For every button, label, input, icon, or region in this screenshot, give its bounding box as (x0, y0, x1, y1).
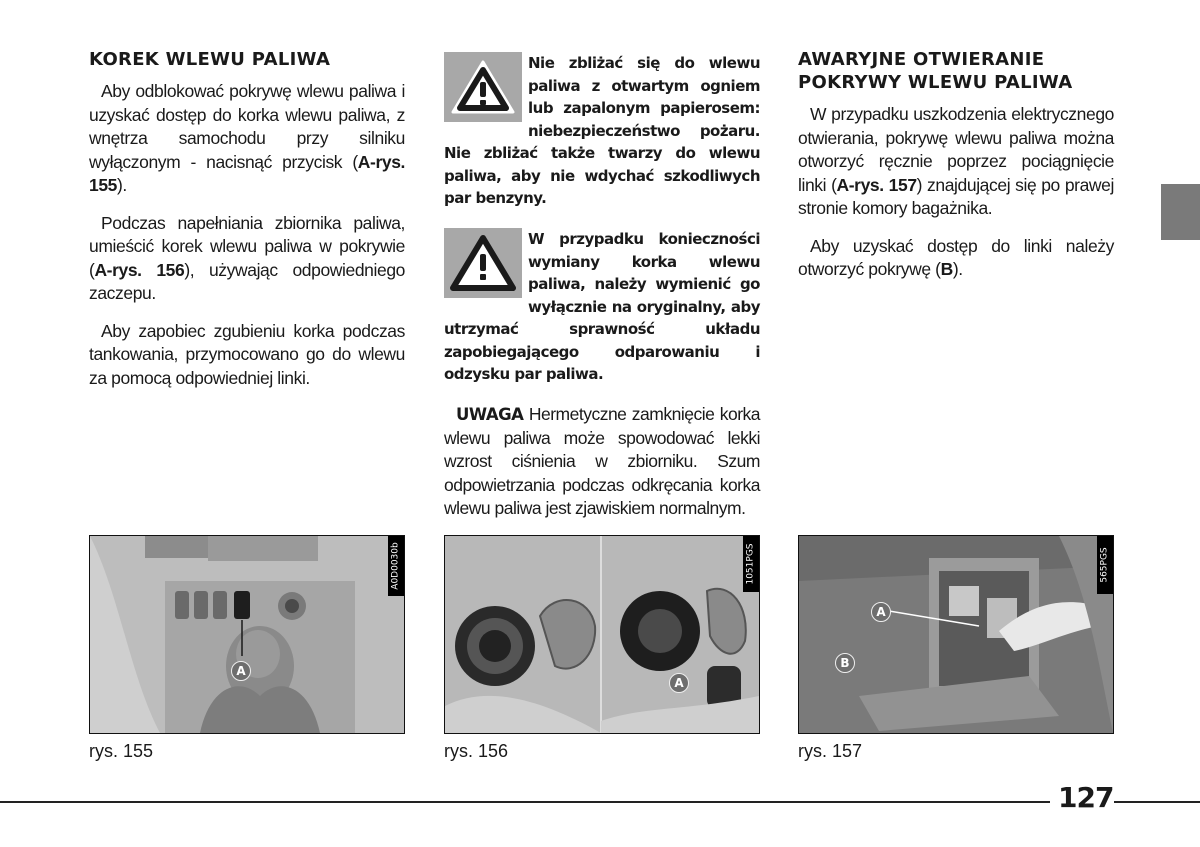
figure-reference: A-rys. 157 (836, 174, 917, 195)
paragraph: W przypadku uszkodzenia elektrycznego otwierania, pokrywę wlewu paliwa można otworzyć ręcznie poprzez pociągnięcie linki (A-rys. 157) znajdującej się po prawej stronie komory bagażnika. (798, 104, 1114, 218)
paragraph: Podczas napełniania zbiornika paliwa, umieścić korek wlewu paliwa w pokrywie (A-rys. 156), używając odpowiedniego zaczepu. (89, 212, 405, 303)
footer-rule-left (0, 801, 1050, 803)
figure-caption: rys. 156 (444, 741, 509, 761)
label-b-badge: B (835, 653, 855, 673)
dashboard-photo (90, 536, 404, 733)
figure-code: A0D0030b (388, 536, 404, 596)
warning-block-fire (444, 52, 760, 210)
figure-reference: B (940, 259, 953, 279)
note-label: UWAGA (456, 405, 524, 424)
label-a-badge: A (669, 673, 689, 693)
figure-code: 1051PGS (743, 536, 759, 592)
figure-rys-156 (444, 535, 760, 734)
figure-rys-155 (89, 535, 405, 734)
footer-rule-right (1114, 801, 1200, 803)
section-heading-fuel-cap: KOREK WLEWU PALIWA (89, 49, 331, 70)
label-a-badge: A (871, 602, 891, 622)
figure-code: 565PGS (1097, 536, 1113, 594)
label-a-badge: A (231, 661, 251, 681)
figure-reference: A-rys. 156 (94, 259, 185, 280)
page-number: 127 (1058, 781, 1114, 814)
warning-triangle-icon (444, 52, 522, 122)
paragraph: Aby odblokować pokrywę wlewu paliwa i uzyskać dostęp do korka wlewu paliwa, z wnętrza samochodu przy silniku wyłączonym - nacisnąć przycisk (A-rys. 155). (89, 81, 405, 195)
section-thumb-tab (1161, 184, 1200, 240)
figure-rys-157 (798, 535, 1114, 734)
warning-text: Nie zbliżać się do wlewu paliwa z otwartym ogniem lub zapalonym papierosem: niebezpieczeństwo pożaru. Nie zbliżać także twarzy do wlewu paliwa, aby nie wdychać szkodliwych par benzyny. (444, 54, 760, 207)
figure-caption: rys. 155 (89, 741, 154, 761)
warning-triangle-icon (444, 228, 522, 298)
paragraph: Aby zapobiec zgubieniu korka podczas tankowania, przymocowano go do wlewu za pomocą odpowiedniej linki. (89, 320, 405, 388)
trunk-photo (799, 536, 1113, 733)
paragraph: Aby uzyskać dostęp do linki należy otworzyć pokrywę (B). (798, 235, 1114, 279)
section-heading-emergency-opening: AWARYJNE OTWIERANIE POKRYWY WLEWU PALIWA (798, 49, 1073, 93)
warning-text: W przypadku konieczności wymiany korka wlewu paliwa, należy wymienić go wyłącznie na oryginalny, aby utrzymać sprawność układu zapobiegającego odparowaniu i odzysku par paliwa. (444, 230, 760, 383)
warning-block-cap-replacement (444, 228, 760, 386)
figure-reference: A-rys. 155 (89, 151, 405, 195)
note-paragraph: UWAGA Hermetyczne zamknięcie korka wlewu paliwa może spowodować lekki wzrost ciśnienia w zbiorniku. Szum odpowietrzania podczas odkręcania korka wlewu paliwa jest zjawiskiem normalnym. (444, 404, 760, 518)
fuel-cap-photo (445, 536, 759, 733)
figure-caption: rys. 157 (798, 741, 863, 761)
